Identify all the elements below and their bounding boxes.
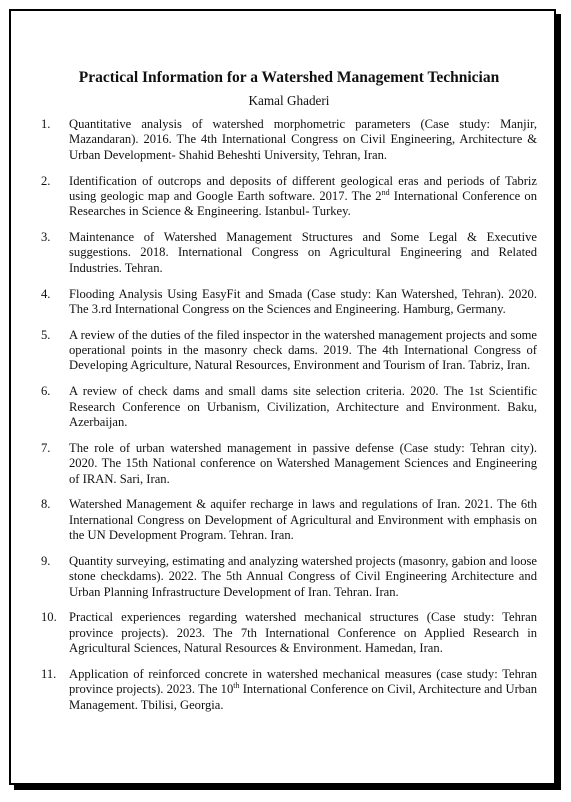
list-item (41, 441, 537, 487)
item-text: A review of the duties of the filed inspector in the watershed management projects and some operational points in the masonry check dams. 2019. The 4th International Congress of Developing Agriculture, Natural Resources, Environment and Tourism of Iran. Tabriz, Iran. (69, 327, 537, 373)
list-item (41, 610, 537, 656)
item-number: 2. (41, 173, 51, 188)
item-text: Watershed Management & aquifer recharge in laws and regulations of Iran. 2021. The 6th International Congress on Development of Agricultural and Environment with emphasis on the UN Development Program. Tehran. Iran. (69, 497, 537, 543)
list-item (41, 174, 537, 220)
document-author: Kamal Ghaderi (248, 93, 330, 108)
item-text: Flooding Analysis Using EasyFit and Smada (Case study: Kan Watershed, Tehran). 2020. The 3.rd International Congress on the Sciences and Engineering. Hamburg, Germany. (69, 286, 537, 316)
item-text (69, 667, 537, 712)
item-text: The role of urban watershed management in passive defense (Case study: Tehran city). 2020. The 15th National conference on Watershed Management Sciences and Engineering of IRAN. Sari, Iran. (69, 440, 537, 486)
item-text: Maintenance of Watershed Management Structures and Some Legal & Executive suggestions. 2018. International Congress on Agricultural Engineering and Related Industries. Tehran. (69, 230, 537, 275)
item-text: Quantity surveying, estimating and analyzing watershed projects (masonry, gabion and loose stone checkdams). 2022. The 5th Annual Congress of Civil Engineering Architecture and Urban Planning Infrastructure Development of Iran. Tehran. Iran. (69, 553, 537, 599)
list-item (41, 230, 537, 276)
item-text (69, 174, 537, 219)
item-text-after: International Conference on Researches in Science & Engineering. Istanbul- Turkey. (69, 188, 537, 219)
item-number: 1. (41, 117, 51, 131)
item-number: 6. (41, 384, 51, 399)
document-body (41, 69, 537, 723)
list-item (41, 117, 537, 163)
item-number: 8. (41, 497, 51, 512)
list-item (41, 287, 537, 318)
publication-list (41, 117, 537, 713)
list-item (41, 384, 537, 430)
document-title: Practical Information for a Watershed Management Technician (78, 69, 500, 86)
list-item (41, 497, 537, 543)
item-number: 5. (41, 327, 51, 342)
item-number: 10. (41, 610, 57, 625)
item-number: 4. (41, 286, 51, 301)
item-text-before: Identification of outcrops and deposits of different geological eras and periods of Tabriz using geologic map and Google Earth software. 2017. The 2 (69, 173, 537, 203)
item-text: Practical experiences regarding watershed mechanical structures (Case study: Tehran province projects). 2023. The 7th International Conference on Applied Research in Agricultural Sciences, Natural Resources & Environment. Hamedan, Iran. (69, 610, 537, 656)
item-text-superscript: th (233, 680, 240, 690)
list-item (41, 328, 537, 374)
item-text: A review of check dams and small dams site selection criteria. 2020. The 1st Scientific Research Conference on Urbanism, Civilization, Architecture and Environment. Baku, Azerbaijan. (69, 384, 537, 429)
item-number: 3. (41, 230, 51, 245)
item-number: 11. (41, 666, 57, 681)
page-frame (9, 9, 556, 785)
item-number: 9. (41, 553, 51, 568)
list-item (41, 554, 537, 600)
item-number: 7. (41, 440, 51, 455)
item-text: Quantitative analysis of watershed morphometric parameters (Case study: Manjir, Mazandaran). 2016. The 4th International Congress on Civil Engineering, Architecture & Urban Development- Shahid Beheshti University, Tehran, Iran. (69, 117, 537, 162)
item-text-superscript: nd (381, 187, 390, 197)
item-text-after: International Conference on Civil, Architecture and Urban Management. Tbilisi, Georgia. (69, 682, 537, 712)
item-text-before: Application of reinforced concrete in watershed mechanical measures (case study: Tehran province projects). 2023. The 10 (69, 666, 537, 697)
list-item (41, 667, 537, 713)
